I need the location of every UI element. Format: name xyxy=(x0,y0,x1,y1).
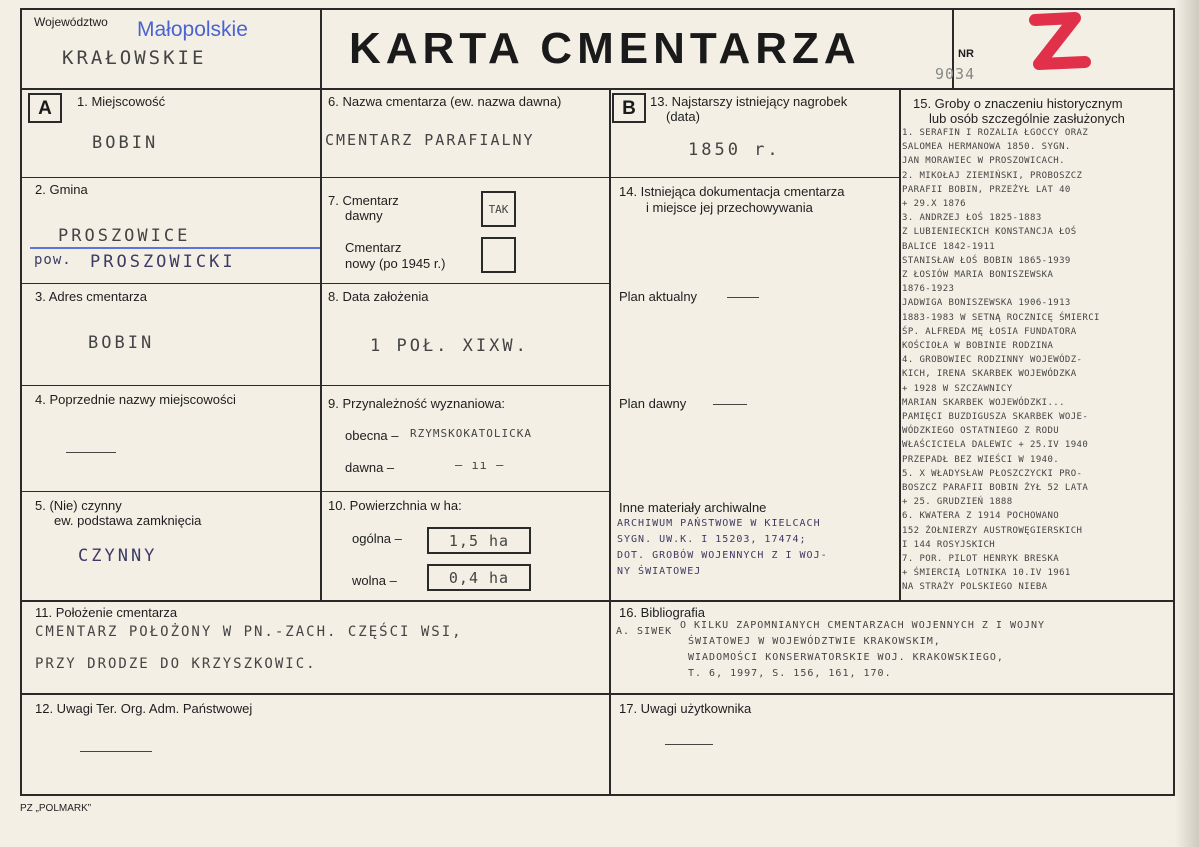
archival-line: NY ŚWIATOWEJ xyxy=(617,566,702,577)
field-8-value: 1 POŁ. XIXW. xyxy=(370,336,529,356)
voivodeship-label: Województwo xyxy=(34,15,108,29)
field-10-total-label: ogólna – xyxy=(352,531,402,546)
field-5-value: CZYNNY xyxy=(78,546,158,566)
grave-entry-line: PAMIĘCI BUZDIGUSZA SKARBEK WOJE- xyxy=(902,412,1089,422)
area-free-box xyxy=(427,564,531,591)
grave-entry-line: SALOMEA HERMANOWA 1850. SYGN. xyxy=(902,142,1071,153)
grave-entry-line: 1. SERAFIN I ROZALIA ŁGOCCY ORAZ xyxy=(902,128,1089,138)
field-2-prefix: pow. xyxy=(34,252,72,268)
field-14-label: 14. Istniejąca dokumentacja cmentarza xyxy=(619,184,845,199)
field-9-current-label: obecna – xyxy=(345,428,399,443)
field-9-former-label: dawna – xyxy=(345,460,395,475)
grave-entry-line: STANISŁAW ŁOŚ BOBIN 1865-1939 xyxy=(902,255,1071,266)
field-12-label: 12. Uwagi Ter. Org. Adm. Państwowej xyxy=(35,701,253,716)
grave-entry-line: 3. ANDRZEJ ŁOŚ 1825-1883 xyxy=(902,213,1042,224)
blue-underline xyxy=(30,247,320,249)
plan-former-label: Plan dawny xyxy=(619,396,687,411)
checkbox-old-value: TAK xyxy=(488,203,509,216)
grave-entry-line: PRZEPADŁ BEZ WIEŚCI W 1940. xyxy=(902,454,1060,465)
grave-entry-line: MARIAN SKARBEK WOJEWÓDZKI... xyxy=(902,397,1065,408)
archival-line: ARCHIWUM PAŃSTWOWE W KIELCACH xyxy=(617,518,821,529)
field-13-sublabel: (data) xyxy=(666,109,700,124)
grave-entry-line: WŁAŚCICIELA DALEWIC + 25.IV 1940 xyxy=(902,440,1089,451)
field-6-value: CMENTARZ PARAFIALNY xyxy=(325,131,535,149)
field-14-sublabel: i miejsce jej przechowywania xyxy=(646,200,813,215)
field-9-former-value: – ıı – xyxy=(455,458,505,472)
grave-entry-line: 2. MIKOŁAJ ZIEMIŃSKI, PROBOSZCZ xyxy=(902,170,1083,181)
field-3-value: BOBIN xyxy=(88,333,155,353)
red-z-mark xyxy=(1013,10,1173,72)
archival-label: Inne materiały archiwalne xyxy=(619,500,767,515)
field-6-label: 6. Nazwa cmentarza (ew. nazwa dawna) xyxy=(328,94,562,109)
field-1-label: 1. Miejscowość xyxy=(77,94,166,109)
field-9-label: 9. Przynależność wyznaniowa: xyxy=(328,396,506,411)
field-8-label: 8. Data założenia xyxy=(328,289,429,304)
nr-marking xyxy=(1013,10,1173,72)
field-15-label: 15. Groby o znaczeniu historycznym xyxy=(913,96,1123,111)
field-10-free-label: wolna – xyxy=(352,573,397,588)
field-4-label: 4. Poprzednie nazwy miejscowości xyxy=(35,392,236,407)
grave-entry-line: WÓDZKIEGO OSTATNIEGO Z RODU xyxy=(902,426,1060,437)
field-9-current-value: RZYMSKOKATOLICKA xyxy=(410,427,532,440)
checkbox-new-cemetery xyxy=(481,237,516,273)
field-10-total-value: 1,5 ha xyxy=(448,532,510,550)
voivodeship-handwritten: KRAŁOWSKIE xyxy=(62,47,207,69)
scan-shadow xyxy=(1175,0,1199,847)
grave-entry-line: 1883-1983 W SETNĄ ROCZNICĘ ŚMIERCI xyxy=(902,312,1100,323)
bibliography-line: WIADOMOŚCI KONSERWATORSKIE WOJ. KRAKOWSKIEGO, xyxy=(688,652,1004,663)
field-13-value: 1850 r. xyxy=(688,140,781,160)
field-10-free-value: 0,4 ha xyxy=(448,569,510,587)
field-10-label: 10. Powierzchnia w ha: xyxy=(328,498,462,513)
nr-label: NR xyxy=(958,48,974,60)
field-11-line: CMENTARZ POŁOŻONY W PN.-ZACH. CZĘŚCI WSI, xyxy=(35,624,463,640)
grave-entry-line: 1876-1923 xyxy=(902,284,955,295)
grave-entry-line: 6. KWATERA Z 1914 POCHOWANO xyxy=(902,511,1060,522)
bibliography-line: O KILKU ZAPOMNIANYCH CMENTARZACH WOJENNYCH Z I WOJNY xyxy=(680,620,1046,631)
grave-entry-line: Z ŁOSIÓW MARIA BONISZEWSKA xyxy=(902,270,1054,280)
checkbox-old-cemetery xyxy=(481,191,516,227)
plan-current-label: Plan aktualny xyxy=(619,289,698,304)
grave-entry-line: PARAFII BOBIN, PRZEŻYŁ LAT 40 xyxy=(902,184,1071,195)
grave-entry-line: KOŚCIOŁA W BOBINIE RODZINA xyxy=(902,341,1054,351)
card-title: KARTA CMENTARZA xyxy=(349,24,861,73)
field-15-sublabel: lub osób szczególnie zasłużonych xyxy=(929,111,1125,126)
field-7-label: 7. Cmentarz xyxy=(328,193,399,208)
grave-entry-line: 5. X WŁADYSŁAW PŁOSZCZYCKI PRO- xyxy=(902,468,1083,479)
voivodeship-stamp: Małopolskie xyxy=(137,18,248,41)
field-1-value: BOBIN xyxy=(92,133,159,153)
bibliography-line: ŚWIATOWEJ W WOJEWÓDZTWIE KRAKOWSKIM, xyxy=(688,636,941,647)
field-17-label: 17. Uwagi użytkownika xyxy=(619,701,752,716)
field-13-label: 13. Najstarszy istniejący nagrobek xyxy=(650,94,848,109)
publisher-imprint: PZ „POLMARK” xyxy=(20,803,92,814)
grave-entry-line: 4. GROBOWIEC RODZINNY WOJEWÓDZ- xyxy=(902,355,1083,366)
field-2-value2: PROSZOWICKI xyxy=(90,252,236,272)
field-7-sublabel: dawny xyxy=(345,208,383,223)
nr-number: 9034 xyxy=(935,65,976,83)
grave-entry-line: BOSZCZ PARAFII BOBIN ŻYŁ 52 LATA xyxy=(902,483,1089,493)
area-total-box xyxy=(427,527,531,554)
grave-entry-line: + ŚMIERCIĄ LOTNIKA 10.IV 1961 xyxy=(902,568,1071,579)
grave-entry-line: Z LUBIENIECKICH KONSTANCJA ŁOŚ xyxy=(902,227,1077,238)
grave-entry-line: ŚP. ALFREDA MĘ ŁOSIA FUNDATORA xyxy=(902,326,1077,337)
grave-entry-line: + 1928 W SZCZAWNICY xyxy=(902,383,1013,394)
section-b-letter: B xyxy=(612,93,646,123)
grave-entry-line: 152 ŻOŁNIERZY AUSTROWĘGIERSKICH xyxy=(902,525,1083,536)
grave-entry-line: NA STRAŻY POLSKIEGO NIEBA xyxy=(902,582,1048,593)
grave-entry-line: BALICE 1842-1911 xyxy=(902,241,996,252)
grave-entry-line: JAN MORAWIEC W PROSZOWICACH. xyxy=(902,156,1065,167)
archival-line: DOT. GROBÓW WOJENNYCH Z I WOJ- xyxy=(617,550,828,561)
grave-entry-line: + 29.X 1876 xyxy=(902,199,967,209)
archival-line: SYGN. UW.K. I 15203, 17474; xyxy=(617,534,807,545)
field-5-label: 5. (Nie) czynny xyxy=(35,498,122,513)
grave-entry-line: + 25. GRUDZIEŃ 1888 xyxy=(902,497,1013,508)
field-2-value: PROSZOWICE xyxy=(58,226,191,246)
field-16-label: 16. Bibliografia xyxy=(619,605,705,620)
field-5-sublabel: ew. podstawa zamknięcia xyxy=(54,513,202,528)
grave-entry-line: KICH, IRENA SKARBEK WOJEWÓDZKA xyxy=(902,369,1077,380)
field-11-line: PRZY DRODZE DO KRZYSZKOWIC. xyxy=(35,656,317,672)
field-3-label: 3. Adres cmentarza xyxy=(35,289,147,304)
grave-entry-line: 7. POR. PILOT HENRYK BRESKA xyxy=(902,554,1060,564)
grave-entry-line: JADWIGA BONISZEWSKA 1906-1913 xyxy=(902,298,1071,309)
field-2-label: 2. Gmina xyxy=(35,182,88,197)
field-11-label: 11. Położenie cmentarza xyxy=(35,605,178,620)
section-a-letter: A xyxy=(28,93,62,123)
field-7-new-sublabel: nowy (po 1945 r.) xyxy=(345,256,446,271)
field-7-new-label: Cmentarz xyxy=(345,240,402,255)
bibliography-author: A. SIWEK xyxy=(616,626,673,637)
bibliography-line: T. 6, 1997, S. 156, 161, 170. xyxy=(688,668,892,679)
grave-entry-line: I 144 ROSYJSKICH xyxy=(902,539,996,550)
